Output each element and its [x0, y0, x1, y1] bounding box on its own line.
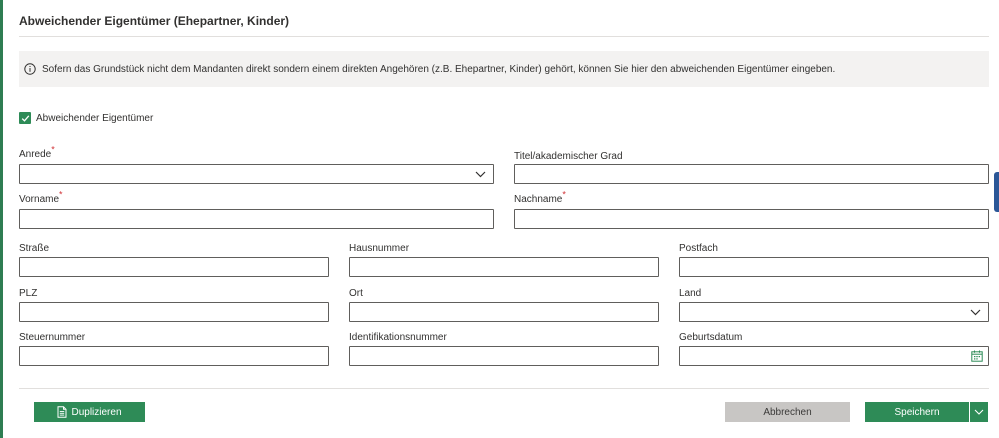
- anrede-label: Anrede*: [19, 144, 55, 160]
- save-button-label: Speichern: [894, 406, 940, 418]
- chevron-down-icon: [475, 171, 486, 178]
- info-message-text: Sofern das Grundstück nicht dem Mandanten direkt sondern einem direkten Angehören (z.B. Ehepartner, Kinder) gehört, können Sie hier den abweichenden Eigentümer eingeben.: [42, 63, 836, 75]
- required-marker: *: [59, 189, 63, 200]
- left-accent-bar: [0, 0, 3, 438]
- titel-input[interactable]: [514, 164, 989, 184]
- info-icon: [24, 63, 36, 75]
- land-select[interactable]: [679, 302, 989, 322]
- cancel-button-label: Abbrechen: [763, 406, 812, 418]
- side-panel-tab[interactable]: [994, 172, 999, 212]
- different-owner-checkbox-row[interactable]: [19, 112, 153, 124]
- required-marker: *: [51, 144, 55, 155]
- identifikationsnummer-input[interactable]: [349, 346, 659, 366]
- plz-input[interactable]: [19, 302, 329, 322]
- different-owner-checkbox[interactable]: [19, 112, 31, 124]
- nachname-input[interactable]: [514, 209, 989, 229]
- required-marker: *: [562, 189, 566, 200]
- chevron-down-icon: [970, 309, 981, 316]
- vorname-label: Vorname*: [19, 189, 63, 205]
- hausnummer-input[interactable]: [349, 257, 659, 277]
- cancel-button[interactable]: [725, 402, 850, 422]
- postfach-label: Postfach: [679, 243, 718, 254]
- info-message-bar: [19, 51, 989, 87]
- titel-label: Titel/akademischer Grad: [514, 151, 623, 162]
- vorname-input[interactable]: [19, 209, 494, 229]
- anrede-select[interactable]: [19, 164, 494, 184]
- strasse-label: Straße: [19, 243, 50, 254]
- steuernummer-label: Steuernummer: [19, 332, 86, 343]
- chevron-down-icon: [974, 409, 984, 415]
- ort-input[interactable]: [349, 302, 659, 322]
- document-icon: [57, 406, 67, 418]
- steuernummer-input[interactable]: [19, 346, 329, 366]
- nachname-label: Nachname*: [514, 189, 566, 205]
- land-label: Land: [679, 288, 702, 299]
- save-options-dropdown-button[interactable]: [969, 402, 988, 422]
- different-owner-checkbox-label: Abweichender Eigentümer: [36, 112, 154, 124]
- checkmark-icon: [21, 114, 30, 123]
- identifikationsnummer-label: Identifikationsnummer: [349, 332, 447, 343]
- save-button[interactable]: [865, 402, 969, 422]
- ort-label: Ort: [349, 288, 363, 299]
- postfach-input[interactable]: [679, 257, 989, 277]
- duplicate-button[interactable]: [34, 402, 145, 422]
- section-title: Abweichender Eigentümer (Ehepartner, Kinder): [19, 14, 290, 28]
- title-divider: [19, 36, 989, 37]
- plz-label: PLZ: [19, 288, 38, 299]
- duplicate-button-label: Duplizieren: [71, 406, 122, 418]
- geburtsdatum-datepicker[interactable]: [679, 346, 989, 366]
- footer-divider: [19, 388, 989, 389]
- geburtsdatum-label: Geburtsdatum: [679, 332, 743, 343]
- hausnummer-label: Hausnummer: [349, 243, 410, 254]
- calendar-icon[interactable]: [971, 350, 983, 362]
- strasse-input[interactable]: [19, 257, 329, 277]
